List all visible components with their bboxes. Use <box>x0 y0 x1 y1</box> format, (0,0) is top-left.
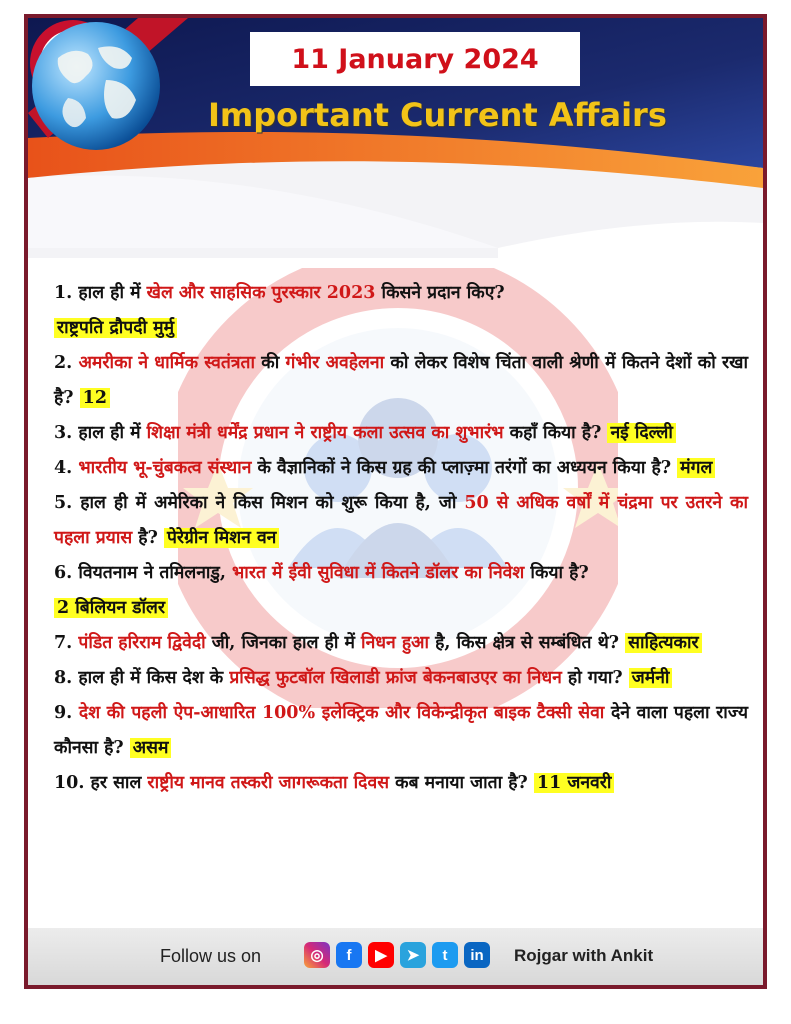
answer-text: नई दिल्ली <box>607 423 676 443</box>
answer-text: असम <box>130 738 172 758</box>
highlighted-keyword: भारत में ईवी सुविधा में कितने डॉलर का निवेश <box>232 563 525 583</box>
answer-text: 12 <box>80 388 110 408</box>
question-number: 4. <box>54 458 73 478</box>
telegram-icon[interactable]: ➤ <box>400 942 426 968</box>
question-text: हाल ही में <box>72 423 147 443</box>
question-text: कब मनाया जाता है? <box>389 773 534 793</box>
questions-list <box>54 276 748 801</box>
highlighted-keyword: भारतीय भू-चुंबकत्व संस्थान <box>78 458 252 478</box>
follow-label: Follow us on <box>160 946 262 966</box>
instagram-icon[interactable]: ◎ <box>304 942 330 968</box>
twitter-icon[interactable]: t <box>432 942 458 968</box>
highlighted-keyword: देश की पहली ऐप-आधारित 100% इलेक्ट्रिक और विकेन्द्रीकृत बाइक टैक्सी सेवा <box>78 703 605 723</box>
question-number: 8. <box>54 668 73 688</box>
highlighted-keyword: 50 से अधिक वर्षों में चंद्रमा पर उतरने का पहला प्रयास <box>54 493 748 548</box>
question-text: हाल ही में <box>72 283 147 303</box>
question-text <box>72 703 79 723</box>
question-text: हर साल <box>84 773 148 793</box>
answer-text: राष्ट्रपति द्रौपदी मुर्मु <box>54 318 177 338</box>
question-text: हाल ही में किस देश के <box>72 668 230 688</box>
question-text: किसने प्रदान किए? <box>375 283 505 303</box>
question-item <box>54 696 748 766</box>
question-text: है, किस क्षेत्र से सम्बंधित थे? <box>429 633 626 653</box>
question-number: 6. <box>54 563 73 583</box>
highlighted-keyword: प्रसिद्ध फुटबॉल खिलाडी फ्रांज बेकनबाउएर का निधन <box>229 668 562 688</box>
question-text: को लेकर विशेष चिंता वाली श्रेणी में कितने देशों को रखा है? <box>54 353 749 408</box>
question-number: 3. <box>54 423 73 443</box>
date-box <box>250 32 580 86</box>
answer-text: साहित्यकार <box>625 633 702 653</box>
question-item <box>54 556 748 626</box>
highlighted-keyword: खेल और साहसिक पुरस्कार 2023 <box>146 283 376 303</box>
linkedin-icon[interactable]: in <box>464 942 490 968</box>
question-text: की <box>255 353 286 373</box>
highlighted-keyword: शिक्षा मंत्री धर्मेंद्र प्रधान ने राष्ट्रीय कला उत्सव का शुभारंभ <box>146 423 504 443</box>
question-item <box>54 346 748 416</box>
question-text: वियतनाम ने तमिलनाडु, <box>72 563 232 583</box>
question-item <box>54 661 748 696</box>
question-item <box>54 451 748 486</box>
social-icons <box>304 942 490 968</box>
brand-name: Rojgar with Ankit <box>514 946 654 965</box>
facebook-icon[interactable]: f <box>336 942 362 968</box>
globe-icon <box>28 18 164 154</box>
question-text: देने वाला पहला राज्य कौनसा है? <box>54 703 749 758</box>
highlighted-keyword: पंडित हरिराम द्विवेदी <box>78 633 206 653</box>
question-text: जी, जिनका हाल ही में <box>205 633 362 653</box>
page-title: Important Current Affairs <box>208 96 667 134</box>
highlighted-keyword: अमरीका ने धार्मिक स्वतंत्रता <box>78 353 255 373</box>
question-text: कहाँ किया है? <box>503 423 608 443</box>
date-text: 11 January 2024 <box>291 43 539 75</box>
question-item <box>54 626 748 661</box>
question-number: 9. <box>54 703 73 723</box>
question-text: हो गया? <box>561 668 629 688</box>
highlighted-keyword: निधन हुआ <box>361 633 430 653</box>
answer-text: जर्मनी <box>629 668 673 688</box>
footer-bar <box>28 928 763 986</box>
question-number: 2. <box>54 353 73 373</box>
question-item <box>54 416 748 451</box>
question-text: के वैज्ञानिकों ने किस ग्रह की प्लाज़्मा तरंगों का अध्ययन किया है? <box>251 458 678 478</box>
youtube-icon[interactable]: ▶ <box>368 942 394 968</box>
highlighted-keyword: गंभीर अवहेलना <box>285 353 385 373</box>
question-item <box>54 276 748 346</box>
highlighted-keyword: राष्ट्रीय मानव तस्करी जागरूकता दिवस <box>147 773 390 793</box>
question-item <box>54 766 748 801</box>
answer-text: 11 जनवरी <box>534 773 615 793</box>
question-text: हाल ही में अमेरिका ने किस मिशन को शुरू किया है, जो <box>72 493 465 513</box>
answer-text: मंगल <box>677 458 715 478</box>
question-number: 7. <box>54 633 73 653</box>
answer-text: पेरेग्रीन मिशन वन <box>164 528 279 548</box>
answer-text: 2 बिलियन डॉलर <box>54 598 168 618</box>
question-text: है? <box>132 528 164 548</box>
question-item <box>54 486 748 556</box>
question-number: 10. <box>54 773 85 793</box>
question-text: किया है? <box>524 563 589 583</box>
header-banner <box>28 18 763 248</box>
question-number: 1. <box>54 283 73 303</box>
poster-frame <box>24 14 767 989</box>
question-number: 5. <box>54 493 73 513</box>
